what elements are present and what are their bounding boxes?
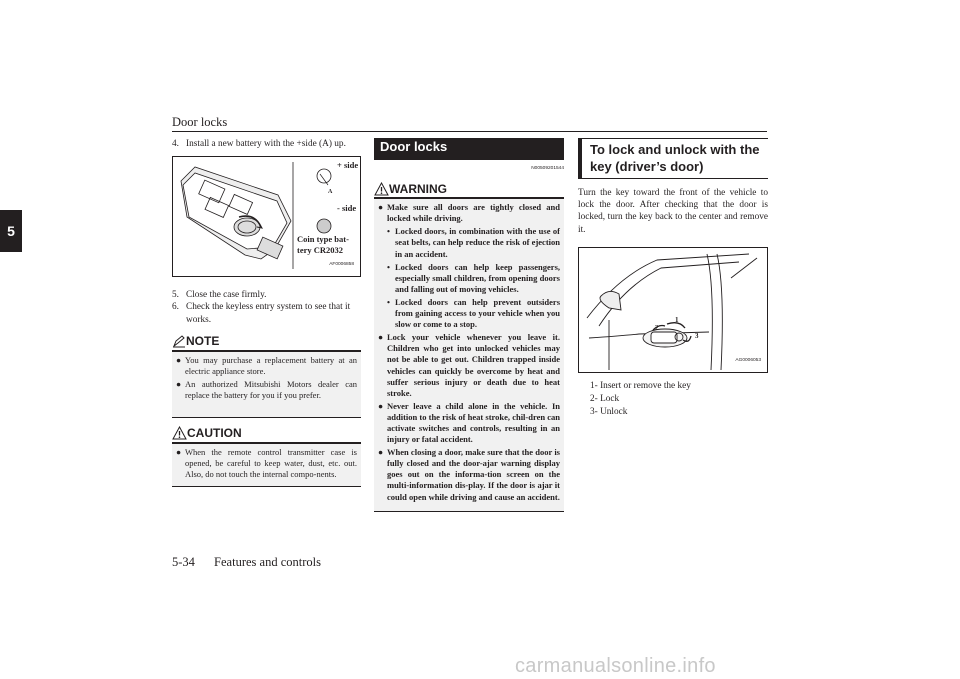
callout-1: 1 [675, 315, 679, 324]
warning-heading: WARNING [389, 181, 447, 196]
warning-triangle-icon [374, 182, 389, 196]
caution-heading: CAUTION [187, 426, 242, 441]
page-number: 5-34 [172, 555, 195, 569]
warning-item: ● Lock your vehicle whenever you leave it. Children who get into unlocked vehicles may not be able to get out. Children trapped inside vehicles can quickly be overcome by heat and suffer serious injury or death due to heat stroke. [378, 332, 560, 398]
section-code: N00509201544 [531, 166, 564, 171]
caution-triangle-icon [172, 426, 187, 440]
column-middle [374, 138, 564, 512]
callout-2: 2 [655, 323, 659, 332]
warning-box [374, 180, 564, 511]
door-lock-illustration [579, 248, 767, 372]
note-item: ● You may purchase a replacement battery at an electric appliance store. [176, 354, 357, 376]
legend-item: 2- Lock [590, 394, 620, 405]
subsection-title: To lock and unlock with the key (driver’s door) [578, 138, 768, 179]
header-rule [172, 131, 767, 132]
footer-section: Features and controls [214, 555, 321, 569]
warning-subitem: • Locked doors, in combination with the use of seat belts, can help reduce the risk of ejection in an accident. [387, 226, 560, 259]
legend-item: 1- Insert or remove the key [590, 380, 691, 391]
column-left [172, 138, 361, 487]
warning-item: ● When closing a door, make sure that the door is fully closed and the door-ajar warning display goes out on the informa-tion screen on the multi-information dis-play. If the door is ajar it could open while driving and cause an accident. [378, 447, 560, 502]
battery-type-label: Coin type bat-tery CR2032 [297, 234, 349, 256]
note-box [172, 333, 361, 418]
step-5: 5. Close the case firmly. [172, 290, 267, 301]
callout-letter-a: A [328, 189, 333, 196]
warning-subitem: • Locked doors can help keep passengers, especially small children, from opening doors and falling out of moving vehicles. [387, 261, 560, 294]
body-paragraph: Turn the key toward the front of the vehicle to lock the door. After checking that the door is locked, turn the key back to the center and remove it. [578, 188, 768, 235]
plus-side-label: + side [337, 160, 359, 171]
chapter-tab: 5 [0, 210, 22, 252]
figure-id: AG0006053 [735, 357, 761, 363]
step-4: 4. Install a new battery with the +side (A) up. [172, 139, 346, 149]
watermark-text: carmanualsonline.info [515, 655, 716, 677]
step-6: 6. Check the keyless entry system to see that it works. [172, 302, 351, 325]
door-key-figure [578, 247, 768, 373]
minus-side-label: - side [337, 203, 357, 214]
caution-box [172, 425, 361, 487]
warning-subitem: • Locked doors can help prevent outsiders from gaining access to your vehicle when you slow or come to a stop. [387, 296, 560, 330]
warning-item: ● Never leave a child alone in the vehicle. In addition to the risk of heat stroke, chil-dren can activate switches and controls, resulting in an injury or fatal accident. [378, 400, 560, 445]
page-footer [172, 555, 337, 570]
column-right [578, 138, 768, 419]
section-title: Door locks [374, 138, 564, 160]
caution-item: ● When the remote control transmitter case is opened, be careful to keep water, dust, etc. out. Also, do not touch the internal compo-nents. [176, 446, 357, 479]
note-pen-icon [172, 335, 186, 348]
note-heading: NOTE [186, 334, 220, 349]
callout-3: 3 [695, 331, 699, 340]
note-item: ● An authorized Mitsubishi Motors dealer can replace the battery for you if you prefer. [176, 378, 357, 400]
warning-item: ● Make sure all doors are tightly closed and locked while driving. [378, 202, 560, 224]
running-header-title: Door locks [172, 115, 228, 129]
battery-figure [172, 156, 361, 277]
legend-item: 3- Unlock [590, 407, 628, 418]
figure-legend [590, 380, 768, 419]
figure-id: AF0006858 [329, 262, 354, 267]
